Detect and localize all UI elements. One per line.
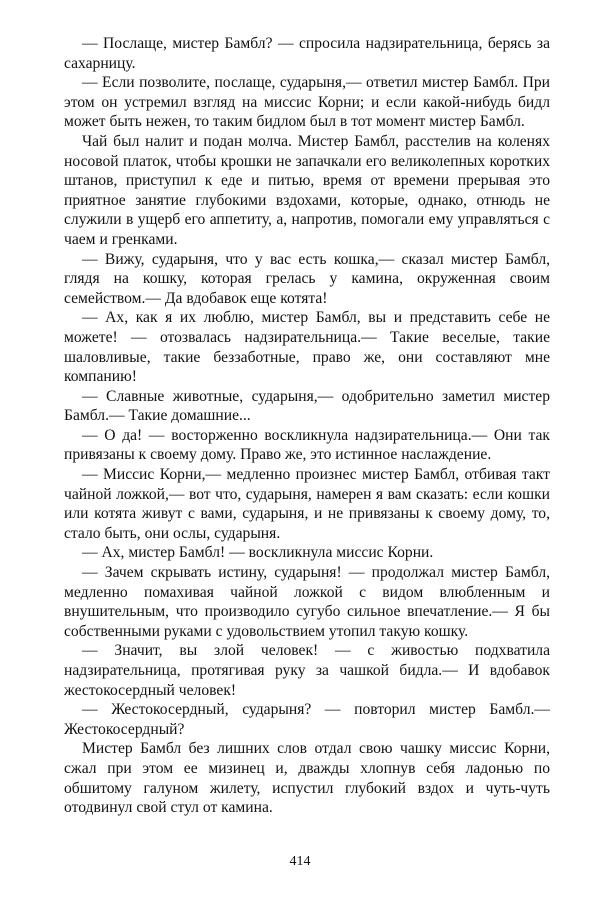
paragraph-13: Мистер Бамбл без лишних слов отдал свою чашку миссис Корни, сжал при этом ее мизинец и, дважды хлопнув себя ладонью по обшитому галуном жилету, испустил глубокий вздох и чуть-чуть отодвинул свой стул от камина. — [64, 740, 550, 817]
paragraph-12: — Жестокосердный, сударыня? — повторил мистер Бамбл.— Жестокосердный? — [64, 701, 550, 738]
book-page-text — [64, 34, 550, 818]
paragraph-9: — Ах, мистер Бамбл! — воскликнула миссис Корни. — [82, 544, 434, 562]
page-number: 414 — [289, 854, 311, 869]
paragraph-2: — Если позволите, послаще, сударыня,— ответил мистер Бамбл. При этом он устремил взгляд на миссис Корни; и если какой-нибудь бидл может быть нежен, то таким бидлом был в тот момент мистер Бамбл. — [64, 74, 550, 131]
paragraph-4: — Вижу, сударыня, что у вас есть кошка,— сказал мистер Бамбл, глядя на кошку, которая грелась у камина, окруженная своим семейством.— Да вдобавок еще котята! — [64, 250, 550, 307]
paragraph-10: — Зачем скрывать истину, сударыня! — продолжал мистер Бамбл, медленно помахивая чайной ложкой с видом влюбленным и внушительным, что производило сугубо сильное впечатление.— Я бы собственными руками с удовольствием утопил такую кошку. — [64, 564, 550, 640]
paragraph-8: — Миссис Корни,— медленно произнес мистер Бамбл, отбивая такт чайной ложкой,— вот что, сударыня, намерен я вам сказать: если кошки или котята живут с вами, сударыня, и не привязаны к своему дому, то, стало быть, они ослы, сударыня. — [64, 466, 550, 542]
paragraph-5: — Ах, как я их люблю, мистер Бамбл, вы и представить себе не можете! — отозвалась надзирательница.— Такие веселые, такие шаловливые, такие беззаботные, право же, они составляют мне компанию! — [64, 309, 550, 386]
paragraph-1: — Послаще, мистер Бамбл? — спросила надзирательница, берясь за сахарницу. — [64, 35, 550, 72]
paragraph-6: — Славные животные, сударыня,— одобрительно заметил мистер Бамбл.— Такие домашние... — [64, 387, 550, 425]
paragraph-7: — О да! — восторженно воскликнула надзирательница.— Они так привязаны к своему дому. Право же, это истинное наслаждение. — [64, 426, 550, 464]
paragraph-11: — Значит, вы злой человек! — с живостью подхватила надзирательница, протягивая руку за чашкой бидла.— И вдобавок жестокосердный человек! — [64, 642, 550, 699]
paragraph-3: Чай был налит и подан молча. Мистер Бамбл, расстелив на коленях носовой платок, чтобы крошки не запачкали его великолепных коротких штанов, приступил к еде и питью, время от времени прерывая это приятное занятие глубокими вздохами, которые, однако, отнюдь не служили в ущерб его аппетиту, а, напротив, помогали ему управляться с чаем и гренками. — [64, 132, 550, 248]
